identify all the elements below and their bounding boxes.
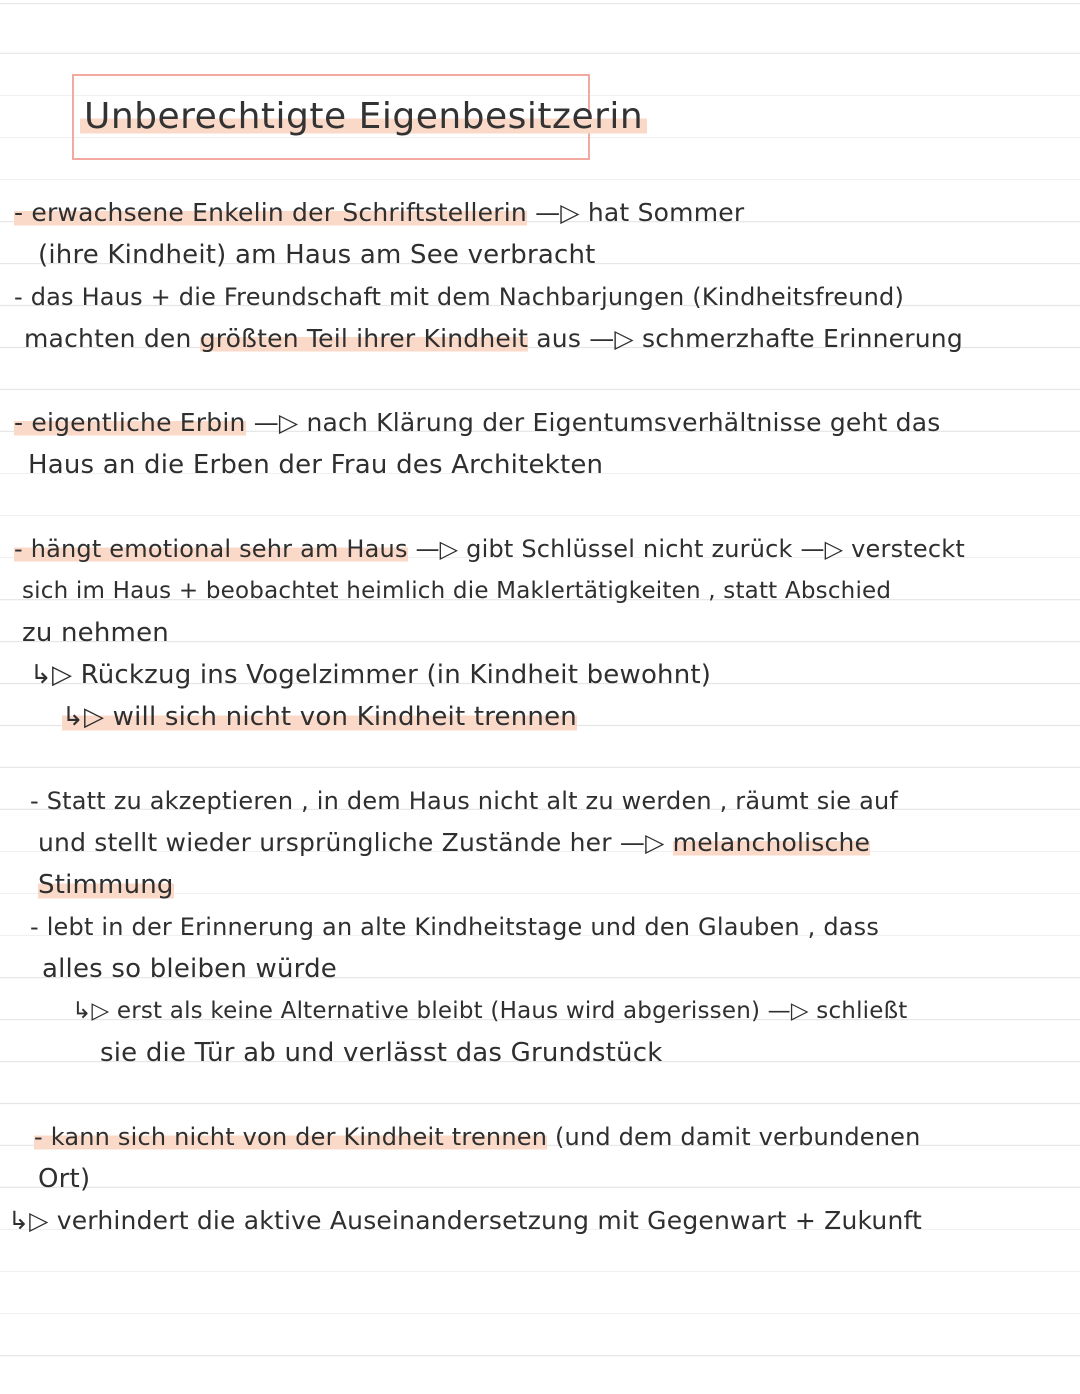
note-line-10: ↳▷ Rückzug ins Vogelzimmer (in Kindheit bewohnt): [30, 660, 712, 690]
note-line-6: Haus an die Erben der Frau des Architekten: [28, 450, 604, 480]
note-line-3: - das Haus + die Freundschaft mit dem Nachbarjungen (Kindheitsfreund): [14, 283, 905, 311]
note-line-21: ↳▷ verhindert die aktive Auseinandersetzung mit Gegenwart + Zukunft: [8, 1206, 923, 1235]
note-line-5: - eigentliche Erbin —▷ nach Klärung der Eigentumsverhältnisse geht das: [14, 408, 941, 437]
note-line-20: Ort): [38, 1164, 91, 1194]
note-line-7: - hängt emotional sehr am Haus —▷ gibt Schlüssel nicht zurück —▷ versteckt: [14, 535, 965, 563]
note-line-2: (ihre Kindheit) am Haus am See verbracht: [38, 240, 596, 270]
note-line-16: alles so bleiben würde: [42, 954, 337, 984]
note-line-8: sich im Haus + beobachtet heimlich die Maklertätigkeiten , statt Abschied: [22, 578, 892, 604]
note-line-18: sie die Tür ab und verlässt das Grundstück: [100, 1038, 663, 1068]
page-title: Unberechtigte Eigenbesitzerin: [80, 96, 647, 137]
note-line-15: - lebt in der Erinnerung an alte Kindheitstage und den Glauben , dass: [30, 913, 880, 941]
note-line-14: Stimmung: [38, 870, 174, 900]
note-line-1: - erwachsene Enkelin der Schriftstellerin —▷ hat Sommer: [14, 198, 745, 227]
note-line-19: - kann sich nicht von der Kindheit trennen (und dem damit verbundenen: [34, 1123, 921, 1151]
note-line-11: ↳▷ will sich nicht von Kindheit trennen: [62, 702, 577, 732]
note-line-17: ↳▷ erst als keine Alternative bleibt (Haus wird abgerissen) —▷ schließt: [72, 998, 908, 1024]
note-line-9: zu nehmen: [22, 618, 169, 648]
note-line-13: und stellt wieder ursprüngliche Zustände her —▷ melancholische: [38, 828, 871, 857]
note-line-4: machten den größten Teil ihrer Kindheit aus —▷ schmerzhafte Erinnerung: [24, 324, 963, 353]
note-line-12: - Statt zu akzeptieren , in dem Haus nicht alt zu werden , räumt sie auf: [30, 787, 899, 815]
